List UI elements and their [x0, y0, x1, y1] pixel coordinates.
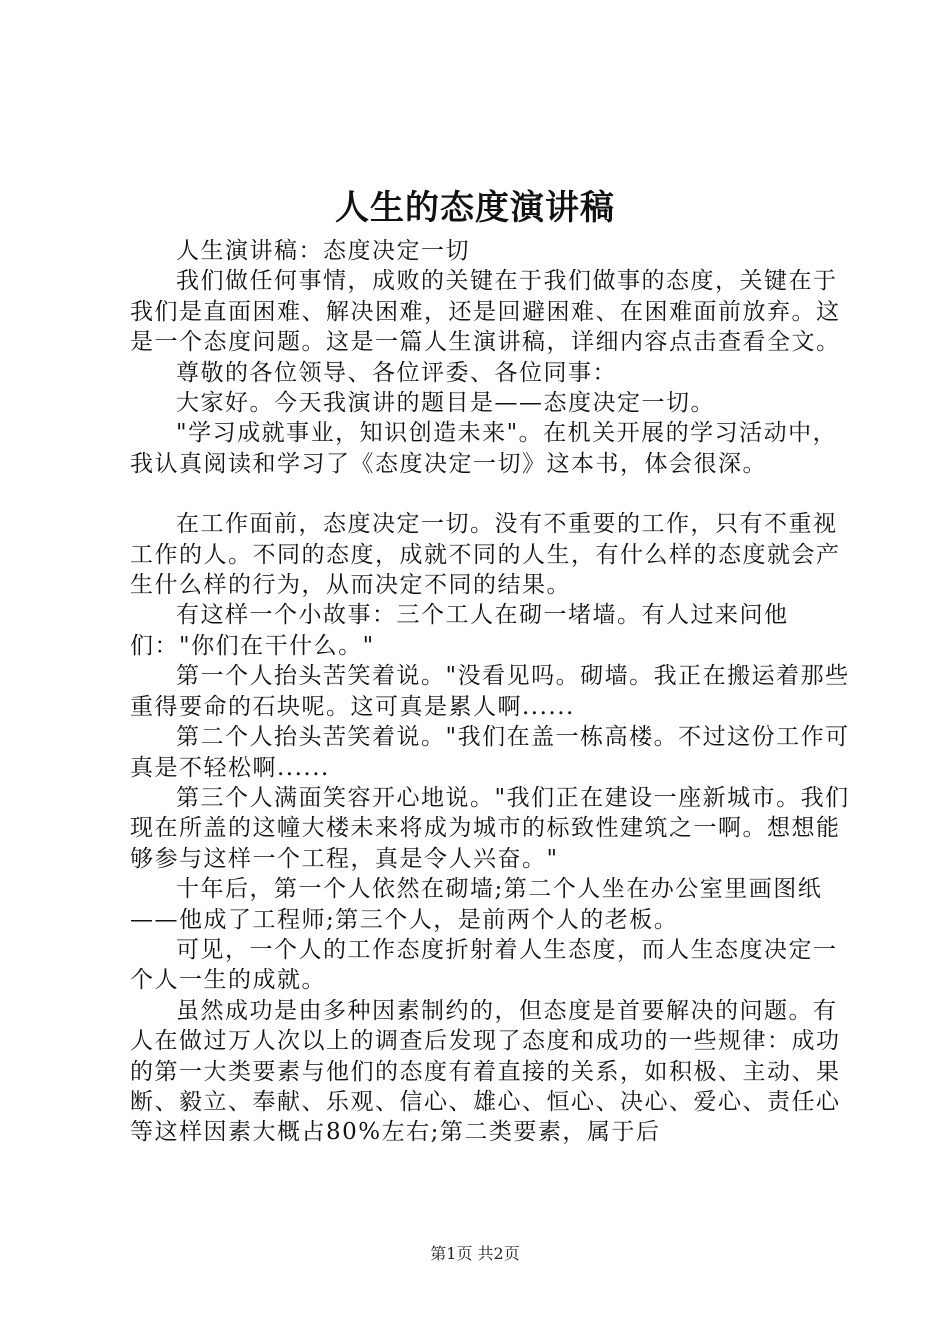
paragraph: 在工作面前，态度决定一切。没有不重要的工作，只有不重视工作的人。不同的态度，成就不同的人生，有什么样的态度就会产生什么样的行为，从而决定不同的结果。 [130, 511, 841, 599]
paragraph: 大家好。今天我演讲的题目是——态度决定一切。 [176, 390, 715, 417]
paragraph: 第二个人抬头苦笑着说。"我们在盖一栋高楼。不过这份工作可真是不轻松啊...... [130, 724, 850, 781]
page-footer: 第1页 共2页 [430, 1244, 520, 1263]
paragraph: 第三个人满面笑容开心地说。"我们正在建设一座新城市。我们现在所盖的这幢大楼未来将成为城市的标致性建筑之一啊。想想能够参与这样一个工程，真是令人兴奋。" [130, 784, 850, 872]
paragraph: "学习成就事业，知识创造未来"。在机关开展的学习活动中，我认真阅读和学习了《态度决定一切》这本书，体会很深。 [130, 420, 838, 477]
paragraph: 有这样一个小故事：三个工人在砌一堵墙。有人过来问他们："你们在干什么。" [130, 602, 789, 659]
paragraph: 我们做任何事情，成败的关键在于我们做事的态度，关键在于我们是直面困难、解决困难，还是回避困难、在困难面前放弃。这是一个态度问题。这是一篇人生演讲稿，详细内容点击查看全文。 [130, 268, 841, 356]
paragraph: 人生演讲稿：态度决定一切 [176, 238, 470, 264]
paragraph: 第一个人抬头苦笑着说。"没看见吗。砌墙。我正在搬运着那些重得要命的石块呢。这可真是累人啊...... [130, 663, 850, 720]
document-body [130, 236, 850, 1148]
paragraph: 尊敬的各位领导、各位评委、各位同事： [176, 359, 617, 386]
paragraph: 十年后，第一个人依然在砌墙;第二个人坐在办公室里画图纸——他成了工程师;第三个人，是前两个人的老板。 [130, 876, 823, 933]
document-title: 人生的态度演讲稿 [335, 188, 615, 228]
paragraph: 可见，一个人的工作态度折射着人生态度，而人生态度决定一个人一生的成就。 [130, 936, 838, 994]
paragraph: 虽然成功是由多种因素制约的，但态度是首要解决的问题。有人在做过万人次以上的调查后发现了态度和成功的一些规律：成功的第一大类要素与他们的态度有着直接的关系，如积极、主动、果断、毅立、奉献、乐观、信心、雄心、恒心、决心、爱心、责任心等这样因素大概占80%左右;第二类要素，属于后 [130, 997, 841, 1146]
